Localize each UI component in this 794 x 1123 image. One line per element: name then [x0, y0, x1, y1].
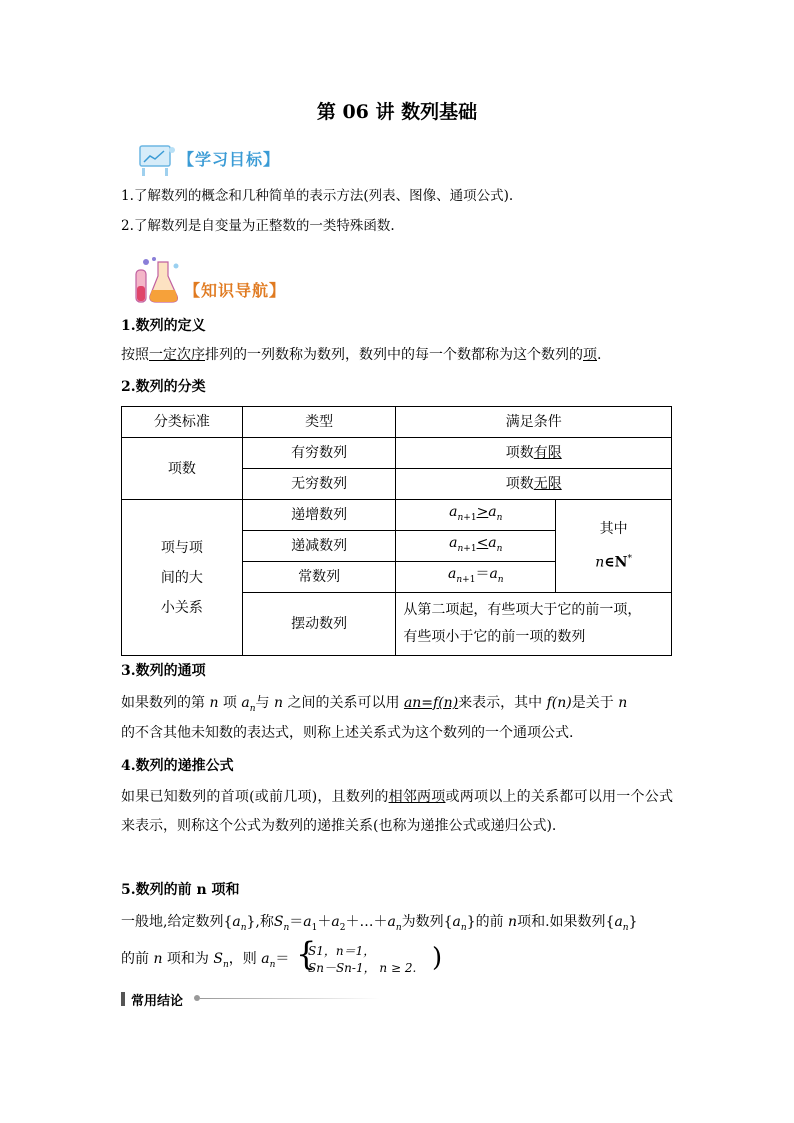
flask-icon: [132, 256, 182, 304]
general-term-text: 如果数列的第 n 项 $a_n$与 n 之间的关系可以用 an=f(n)来表示，其中 f(n)是关于 n: [121, 695, 628, 714]
text: }的前: [466, 914, 509, 930]
text: ＝: [289, 914, 304, 930]
text: 来表示，其中: [458, 695, 547, 711]
footer-divider: [200, 998, 380, 999]
formula: an=f(n): [403, 695, 459, 711]
text: 从第二项起，有些项大于它的前一项，: [403, 602, 642, 618]
text: 项: [218, 695, 242, 711]
text: 如果数列的第: [121, 695, 210, 711]
section-heading: 5.数列的前 n 项和: [121, 882, 240, 898]
piecewise-formula: [296, 935, 456, 976]
table-cell: 其中 n∈N*: [556, 500, 672, 593]
classification-table: [121, 406, 672, 656]
text: 项和.如果数列{: [517, 914, 615, 930]
text: ＋…＋: [345, 914, 388, 930]
operator: ＝: [475, 566, 490, 583]
underlined-term: 有限: [533, 445, 562, 461]
text: ＝: [275, 951, 290, 967]
case-2: Sn－Sn-1， n ≥ 2.: [308, 961, 417, 975]
text: ＋: [317, 914, 332, 930]
table-cell: 递增数列: [242, 500, 396, 531]
text: 一般地,给定数列{: [121, 914, 233, 930]
text: 有些项小于它的前一项的数列: [403, 629, 586, 645]
underlined-term: 项: [583, 347, 597, 363]
text: 项数: [505, 476, 534, 492]
page-title: 第 06 讲 数列基础: [316, 101, 478, 123]
underlined-term: 一定次序: [149, 347, 205, 363]
text: 项与项: [160, 539, 203, 556]
text: .: [597, 347, 602, 363]
table-cell: 递减数列: [242, 531, 396, 562]
presentation-board-icon: [134, 142, 178, 178]
table-cell: [396, 438, 672, 469]
definition-text: [121, 341, 673, 370]
table-header: 类型: [242, 407, 396, 438]
table-cell: 项数: [122, 438, 243, 500]
table-cell: [396, 469, 672, 500]
guide-header: [132, 256, 332, 304]
operator: <: [476, 535, 489, 552]
table-cell: $a_{n+1}<a_n$: [396, 531, 556, 562]
goals-heading: 【学习目标】: [178, 150, 281, 169]
text: 是关于: [571, 695, 619, 711]
text: 排列的一列数称为数列，数列中的每一个数都称为这个数列的: [205, 347, 583, 363]
table-cell: 常数列: [242, 562, 396, 593]
guide-heading: 【知识导航】: [184, 281, 287, 300]
section-heading: 1.数列的定义: [121, 318, 206, 334]
table-cell: 摆动数列: [242, 593, 396, 656]
text: 或两项以上的关系都可以用一个公式来表示，则称这个公式为数列的递推关系(也称为递推公式或递归公式).: [121, 789, 674, 834]
footer-heading: 常用结论: [131, 994, 184, 1009]
text: 间的大: [160, 569, 203, 586]
text: }: [628, 914, 638, 930]
table-cell: [396, 593, 672, 656]
table-cell: $a_{n+1}>a_n$: [396, 500, 556, 531]
table-cell: [122, 500, 243, 656]
table-header: 分类标准: [122, 407, 243, 438]
general-term-text: 的不含其他未知数的表达式，则称上述关系式为这个数列的一个通项公式.: [121, 725, 574, 741]
closing-paren: ): [432, 943, 443, 973]
partial-sum-text: 一般地,给定数列$\{a_n\}$,称$S_n=a_1+a_2+\dots+a_n$为数列$\{a_n\}$的前 n项和.如果数列$\{a_n\}$: [121, 914, 638, 933]
text: 其中: [599, 521, 628, 538]
underlined-term: 相邻两项: [388, 789, 446, 805]
goals-header: [134, 142, 334, 178]
text: 项和为: [162, 951, 214, 967]
text: 与: [255, 695, 274, 711]
formula: f(n): [546, 695, 572, 711]
goal-item: 1.了解数列的概念和几种简单的表示方法(列表、图像、通项公式).: [121, 188, 514, 204]
underlined-term: 无限: [533, 476, 562, 492]
partial-sum-text: 的前 n 项和为 $S_n$，则 $a_n=$: [121, 951, 290, 970]
recurrence-text: [121, 783, 673, 841]
section-heading: 4.数列的递推公式: [121, 758, 234, 774]
table-cell: $a_{n+1}=a_n$: [396, 562, 556, 593]
text: 项数: [505, 445, 534, 461]
text: 之间的关系可以用: [283, 695, 404, 711]
brace: {: [296, 935, 317, 973]
text: 的前: [121, 951, 154, 967]
table-header: 满足条件: [396, 407, 672, 438]
case-1: S1，n＝1，: [308, 944, 376, 958]
text: 按照: [121, 347, 149, 363]
text: 如果已知数列的首项(或前几项)，且数列的: [121, 789, 389, 805]
operator: >: [476, 504, 489, 521]
footer-bar: [121, 992, 125, 1006]
text: 小关系: [160, 599, 203, 616]
text: },称: [246, 914, 274, 930]
section-heading: 3.数列的通项: [121, 663, 206, 679]
text: 为数列{: [401, 914, 453, 930]
section-heading: 2.数列的分类: [121, 379, 206, 395]
table-cell: 无穷数列: [242, 469, 396, 500]
table-cell: 有穷数列: [242, 438, 396, 469]
text: ∈N: [604, 554, 628, 571]
text: ，则: [228, 951, 262, 967]
goal-item: 2.了解数列是自变量为正整数的一类特殊函数.: [121, 218, 395, 234]
